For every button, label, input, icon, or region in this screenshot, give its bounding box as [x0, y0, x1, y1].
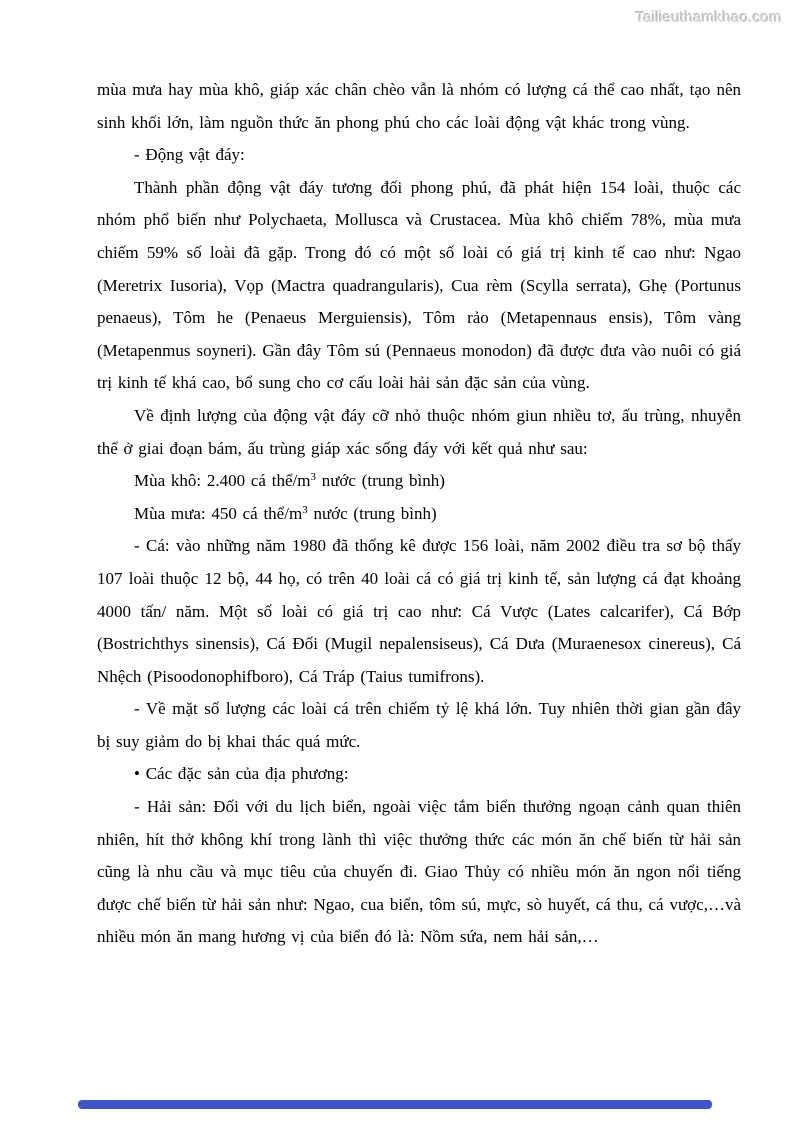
watermark: Tailieuthamkhao.com: [635, 9, 782, 26]
density-line-wet-season: [97, 498, 741, 531]
density-dry-prefix: Mùa khô: 2.400 cá thể/m: [134, 471, 311, 491]
density-dry-suffix: nước (trung bình): [315, 471, 445, 491]
paragraph-continuation: mùa mưa hay mùa khô, giáp xác chân chèo vẫn là nhóm có lượng cá thể cao nhất, tạo nên sinh khối lớn, làm nguồn thức ăn phong phú cho các loài động vật khác trong vùng.: [97, 80, 741, 132]
density-wet-suffix: nước (trung bình): [307, 503, 437, 523]
paragraph-fish: - Cá: vào những năm 1980 đã thống kê được 156 loài, năm 2002 điều tra sơ bộ thấy 107 loài thuộc 12 bộ, 44 họ, có trên 40 loài cá có giá trị kinh tế, sản lượng cá đạt khoảng 4000 tấn/ năm. Một số loài có giá trị cao như: Cá Vược (Lates calcarifer), Cá Bớp (Bostrichthys sinensis), Cá Đối (Mugil nepalensiseus), Cá Dưa (Muraenesox cinereus), Cá Nhệch (Pisoodonophifboro), Cá Tráp (Taius tumifrons).: [97, 536, 741, 686]
paragraph-benthos-heading: - Động vật đáy:: [134, 145, 245, 165]
paragraph-benthos: Thành phần động vật đáy tương đối phong phú, đã phát hiện 154 loài, thuộc các nhóm phổ biến như Polychaeta, Mollusca và Crustacea. Mùa khô chiếm 78%, mùa mưa chiếm 59% số loài đã gặp. Trong đó có một số loài có giá trị kinh tế cao như: Ngao (Meretrix Iusoria), Vọp (Mactra quadrangularis), Cua rèm (Scylla serrata), Ghẹ (Portunus penaeus), Tôm he (Penaeus Merguiensis), Tôm rảo (Metapennaus ensis), Tôm vàng (Metapenmus soyneri). Gần đây Tôm sú (Pennaeus monodon) đã được đưa vào nuôi có giá trị kinh tế khá cao, bổ sung cho cơ cấu loài hải sản đặc sản của vùng.: [97, 177, 741, 393]
paragraph-seafood: - Hải sản: Đối với du lịch biển, ngoài việc tắm biển thưởng ngoạn cảnh quan thiên nhiên, hít thở không khí trong lành thì việc thưởng thức các món ăn chế biến từ hải sản cũng là nhu cầu và mục tiêu của chuyến đi. Giao Thủy có nhiều món ăn ngon nổi tiếng được chế biến từ hải sản như: Ngao, cua biển, tôm sú, mực, sò huyết, cá thu, cá vược,…và nhiều món ăn mang hương vị của biển đó là: Nồm sứa, nem hải sản,…: [97, 797, 741, 947]
paragraph-specialties-heading: • Các đặc sản của địa phương:: [134, 764, 349, 784]
paragraph-quantity: Về định lượng của động vật đáy cỡ nhỏ thuộc nhóm giun nhiều tơ, ấu trùng, nhuyễn thể ở giai đoạn bám, ấu trùng giáp xác sống đáy với kết quả như sau:: [97, 405, 741, 458]
cubic-meter-superscript: 3: [310, 471, 316, 484]
document-content: [97, 74, 741, 954]
density-line-dry-season: [97, 465, 741, 498]
density-wet-prefix: Mùa mưa: 450 cá thể/m: [134, 503, 303, 523]
paragraph-fish-decline: - Về mặt số lượng các loài cá trên chiếm tỷ lệ khá lớn. Tuy nhiên thời gian gần đây bị suy giảm do bị khai thác quá mức.: [97, 699, 741, 751]
cubic-meter-superscript: 3: [302, 503, 308, 516]
footer-bar: [78, 1100, 712, 1109]
